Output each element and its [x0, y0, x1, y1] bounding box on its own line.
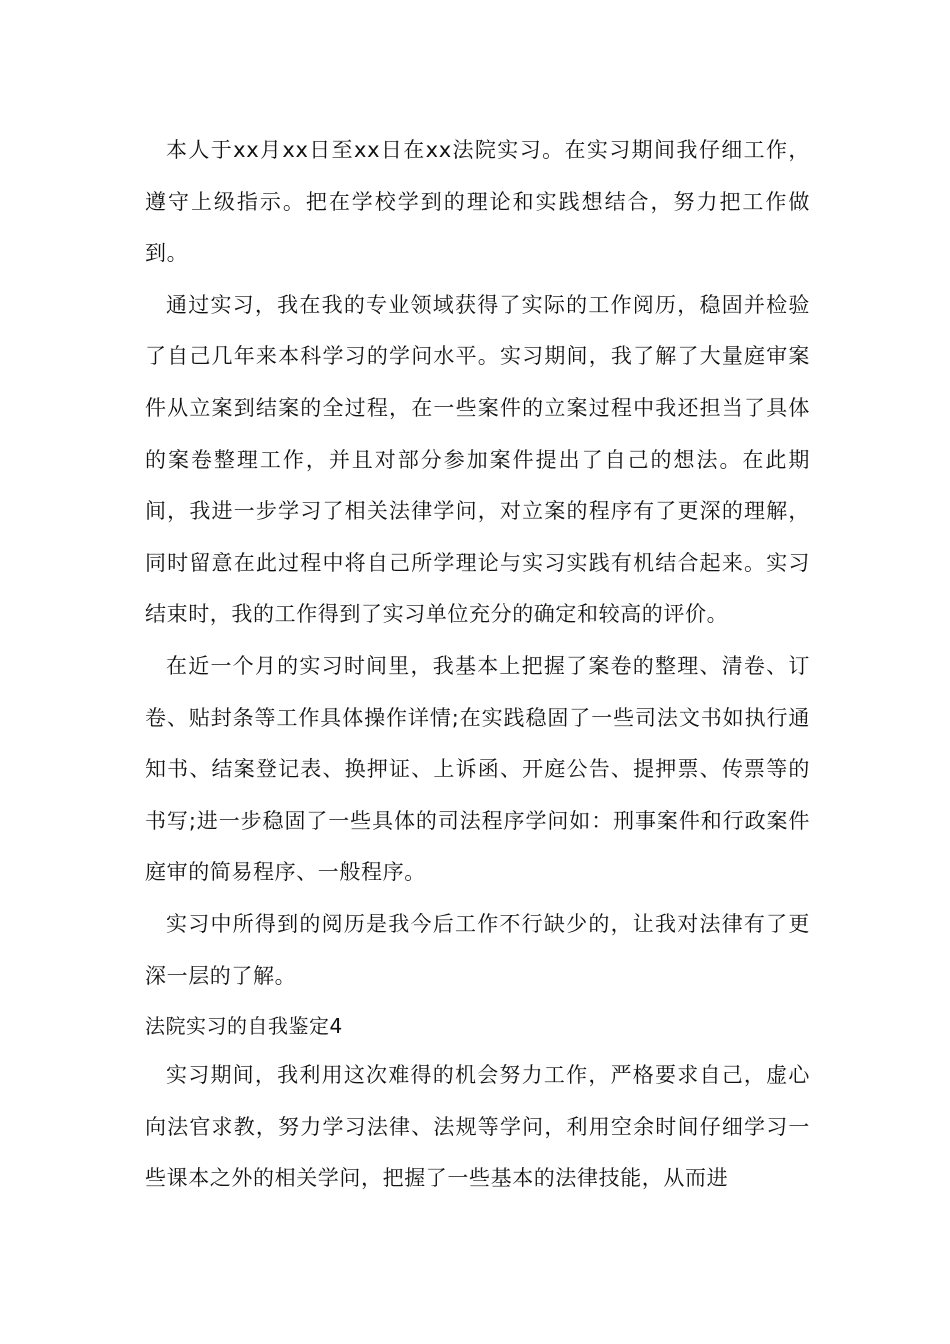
paragraph-2: 通过实习，我在我的专业领域获得了实际的工作阅历，稳固并检验了自己几年来本科学习的学问水平。实习期间，我了解了大量庭审案件从立案到结案的全过程，在一些案件的立案过程中我还担当了具体的案卷整理工作，并且对部分参加案件提出了自己的想法。在此期间，我进一步学习了相关法律学问，对立案的程序有了更深的理解，同时留意在此过程中将自己所学理论与实习实践有机结合起来。实习结束时，我的工作得到了实习单位充分的确定和较高的评价。 — [145, 292, 810, 627]
paragraph-1: 本人于xx月xx日至xx日在xx法院实习。在实习期间我仔细工作，遵守上级指示。把在学校学到的理论和实践想结合，努力把工作做到。 — [145, 138, 810, 266]
paragraph-4: 实习中所得到的阅历是我今后工作不行缺少的，让我对法律有了更深一层的了解。 — [145, 911, 810, 988]
document-page — [145, 125, 810, 1205]
paragraph-3: 在近一个月的实习时间里，我基本上把握了案卷的整理、清卷、订卷、贴封条等工作具体操作详情;在实践稳固了一些司法文书如执行通知书、结案登记表、换押证、上诉函、开庭公告、提押票、传票等的书写;进一步稳固了一些具体的司法程序学问如：刑事案件和行政案件庭审的简易程序、一般程序。 — [145, 653, 810, 885]
section-heading: 法院实习的自我鉴定4 — [145, 1014, 343, 1039]
paragraph-5: 实习期间，我利用这次难得的机会努力工作，严格要求自己，虚心向法官求教，努力学习法律、法规等学问，利用空余时间仔细学习一些课本之外的相关学问，把握了一些基本的法律技能，从而进 — [145, 1063, 810, 1191]
